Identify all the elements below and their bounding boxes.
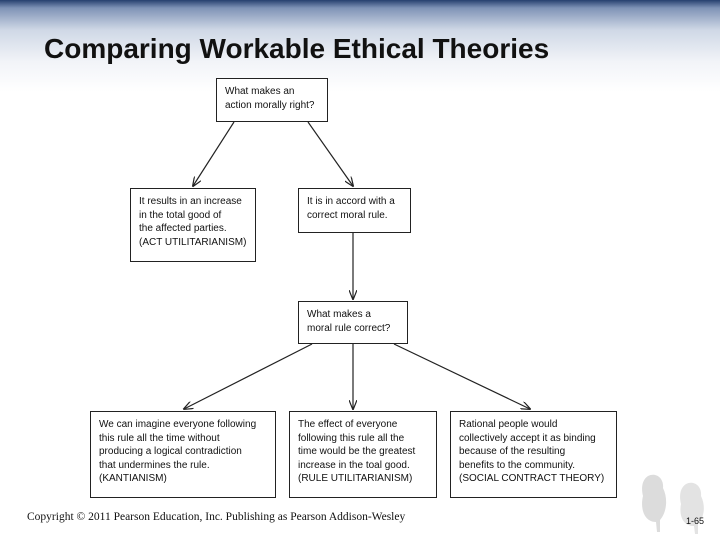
node-kantianism: We can imagine everyone following this rule all the time without producing a logical contradiction that undermines the rule. (KANTIANISM) bbox=[90, 411, 276, 498]
edge-rule-question-to-kantianism bbox=[184, 344, 312, 409]
node-rule-utilitarianism: The effect of everyone following this rule all the time would be the greatest increase in the toal good. (RULE UTILITARIANISM) bbox=[289, 411, 437, 498]
edge-root-to-moral-rule bbox=[308, 122, 353, 186]
node-root-question: What makes an action morally right? bbox=[216, 78, 328, 122]
edge-root-to-act-utilitarianism bbox=[193, 122, 234, 186]
node-social-contract: Rational people would collectively accept it as binding because of the resulting benefits to the community. (SOCIAL CONTRACT THEORY) bbox=[450, 411, 617, 498]
node-moral-rule: It is in accord with a correct moral rule. bbox=[298, 188, 411, 233]
slide-title: Comparing Workable Ethical Theories bbox=[44, 33, 550, 64]
footer-copyright: Copyright © 2011 Pearson Education, Inc. Publishing as Pearson Addison-Wesley bbox=[27, 511, 406, 523]
page-number: 1-65 bbox=[686, 516, 705, 526]
node-act-utilitarianism: It results in an increase in the total good of the affected parties. (ACT UTILITARIANISM) bbox=[130, 188, 256, 262]
node-rule-question: What makes a moral rule correct? bbox=[298, 301, 408, 344]
edge-rule-question-to-social-contract bbox=[394, 344, 530, 409]
